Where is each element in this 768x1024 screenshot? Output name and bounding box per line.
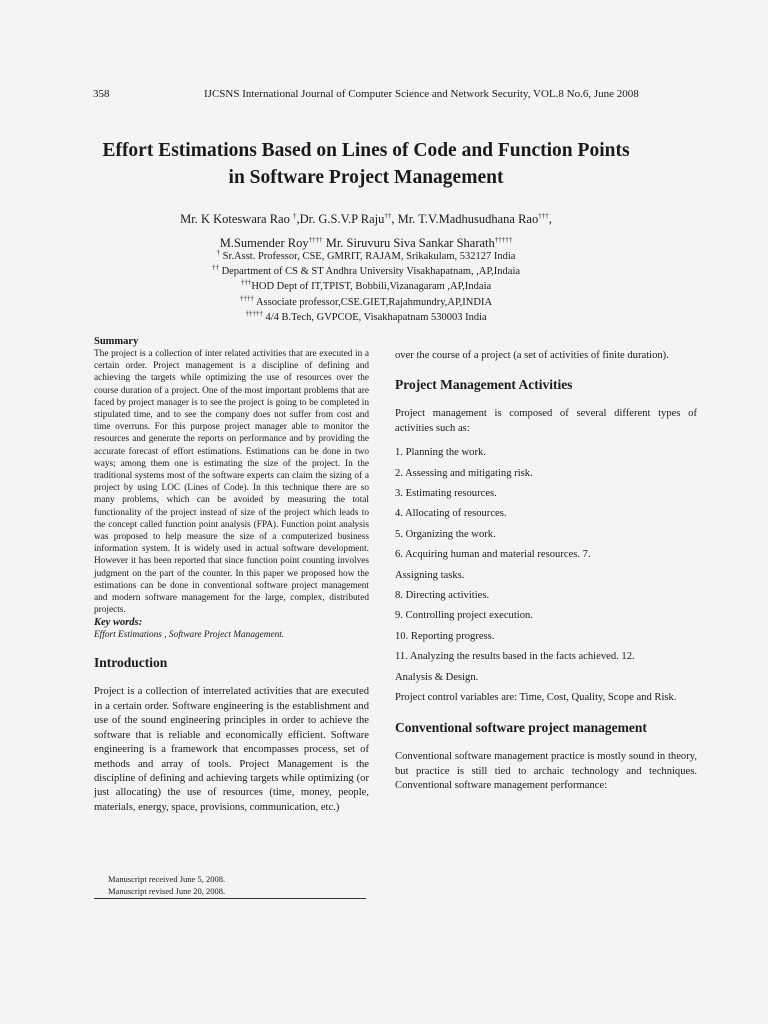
affiliation-mark: †††† (239, 294, 254, 303)
introduction-body: Project is a collection of interrelated activities that are executed in a certain order. Software engineering is the establishment and use of the sound engineering principles in order to achieve the software that is reliable and economically efficient. Software engineering is a framework that encompasses process, set of methods and array of tools. Project Management is the discipline of defining and achieving targets while optimizing (or just allocating) the use of resources (time, money, people, materials, energy, space, provisions, communication, etc.) (94, 686, 369, 813)
author-name: Mr. Siruvuru Siva Sankar Sharath (322, 236, 495, 250)
affiliation-text: 4/4 B.Tech, GVPCOE, Visakhapatnam 530003 India (262, 311, 487, 323)
pma-heading: Project Management Activities (395, 377, 573, 393)
author-separator: , (548, 212, 552, 226)
keywords-heading: Key words: (94, 617, 143, 629)
affiliation-mark: †† (211, 263, 219, 272)
author-name: ,Dr. G.S.V.P Raju (296, 212, 385, 226)
left-column (94, 336, 369, 815)
affiliation-mark: † (216, 248, 221, 257)
title-line-1: Effort Estimations Based on Lines of Code and Function Points (102, 140, 630, 161)
running-head: IJCSNS International Journal of Computer Science and Network Security, VOL.8 No.6, June 2008 (204, 88, 639, 100)
list-item: Assigning tasks. (395, 569, 465, 581)
authors-block (60, 207, 672, 255)
keywords-body: Effort Estimations , Software Project Management. (94, 630, 285, 641)
affiliations-block (60, 249, 672, 325)
author-mark: † (292, 211, 297, 220)
title-line-2: in Software Project Management (228, 167, 504, 188)
cspm-body: Conventional software management practice is mostly sound in theory, but practice is still tied to archaic technology and techniques. Conventional software management performance: (395, 751, 697, 792)
affiliation-line (60, 279, 672, 294)
list-item: Analysis & Design. (395, 671, 479, 683)
list-item: 1. Planning the work. (395, 447, 486, 459)
summary-heading: Summary (94, 336, 139, 347)
authors-line-1 (60, 207, 672, 231)
affiliation-line (60, 249, 672, 264)
author-name: , Mr. T.V.Madhusudhana Rao (391, 212, 539, 226)
author-name: Mr. K Koteswara Rao (180, 212, 293, 226)
list-item: 8. Directing activities. (395, 589, 490, 601)
affiliation-text: HOD Dept of IT,TPIST, Bobbili,Vizanagaram ,AP,Indaia (251, 281, 492, 293)
footnote-received: Manuscript received June 5, 2008. (108, 874, 226, 884)
footnote-rule (94, 898, 366, 899)
list-item: 10. Reporting progress. (395, 630, 495, 642)
introduction-heading: Introduction (94, 655, 168, 671)
affiliation-mark: ††††† (245, 309, 263, 318)
affiliation-line (60, 310, 672, 325)
list-item: 4. Allocating of resources. (395, 508, 507, 520)
affiliation-text: Department of CS & ST Andhra University Visakhapatnam, ,AP,Indaia (218, 266, 521, 278)
summary-body: The project is a collection of inter related activities that are executed in a certain order. Project management is a discipline of defining and achieving the targets while optimizing the use of resources over the course duration of a project. One of the most important problems that are faced by project manager is to see the project is going to be completed in stipulated time, and to see the company does not suffer from cost and time overruns. For this purpose project manager able to monitor the resources and generate the reports on performance and by providing the accurate forecast of effort estimations. Estimations can be done in two ways; among them one is estimating the size of the project. In the traditional systems most of the software experts can claim the sizing of a project by using LOC (Lines of Code). In this technique there are so many problems, which can be avoided by measuring the total functionality of the project instead of size of the project which leads to the concept called function point analysis (FPA). Function point analysis was proposed to help measure the size of a computerized business information system. It is widely used in actual software development. However it has been reported that since function point counting involves judgment on the part of the counter. In this paper we proposed how the estimations can be done in conventional software project management and modern software management for the large, complex, distributed projects. (94, 349, 369, 616)
affiliation-text: Sr.Asst. Professor, CSE, GMRIT, RAJAM, Srikakulam, 532127 India (220, 251, 516, 262)
author-name: M.Sumender Roy (219, 236, 309, 250)
list-item: 2. Assessing and mitigating risk. (395, 467, 533, 479)
paper-title (60, 137, 672, 191)
affiliation-line (60, 295, 672, 310)
affiliation-line (60, 264, 672, 279)
list-item: 11. Analyzing the results based in the facts achieved. 12. (395, 651, 635, 663)
pma-intro: Project management is composed of several different types of activities such as: (395, 408, 697, 434)
right-column (395, 349, 697, 794)
list-item: 3. Estimating resources. (395, 488, 497, 499)
activities-list (395, 446, 697, 684)
cspm-heading: Conventional software project management (395, 720, 647, 736)
list-item: 6. Acquiring human and material resources. 7. (395, 549, 591, 561)
footnote-revised: Manuscript revised June 20, 2008. (108, 885, 226, 896)
author-mark: ††† (538, 211, 549, 220)
author-mark: ††††† (494, 235, 513, 244)
list-item: 9. Controlling project execution. (395, 610, 533, 622)
control-variables-text: Project control variables are: Time, Cost, Quality, Scope and Risk. (395, 691, 677, 703)
page-number: 358 (93, 88, 110, 100)
continuation-text: over the course of a project (a set of activities of finite duration). (395, 350, 669, 361)
affiliation-mark: ††† (240, 278, 252, 287)
author-mark: †† (384, 211, 392, 220)
author-mark: †††† (308, 235, 323, 244)
affiliation-text: Associate professor,CSE.GIET,Rajahmundry,AP,INDIA (253, 296, 493, 308)
footnotes (108, 874, 225, 897)
list-item: 5. Organizing the work. (395, 528, 496, 540)
